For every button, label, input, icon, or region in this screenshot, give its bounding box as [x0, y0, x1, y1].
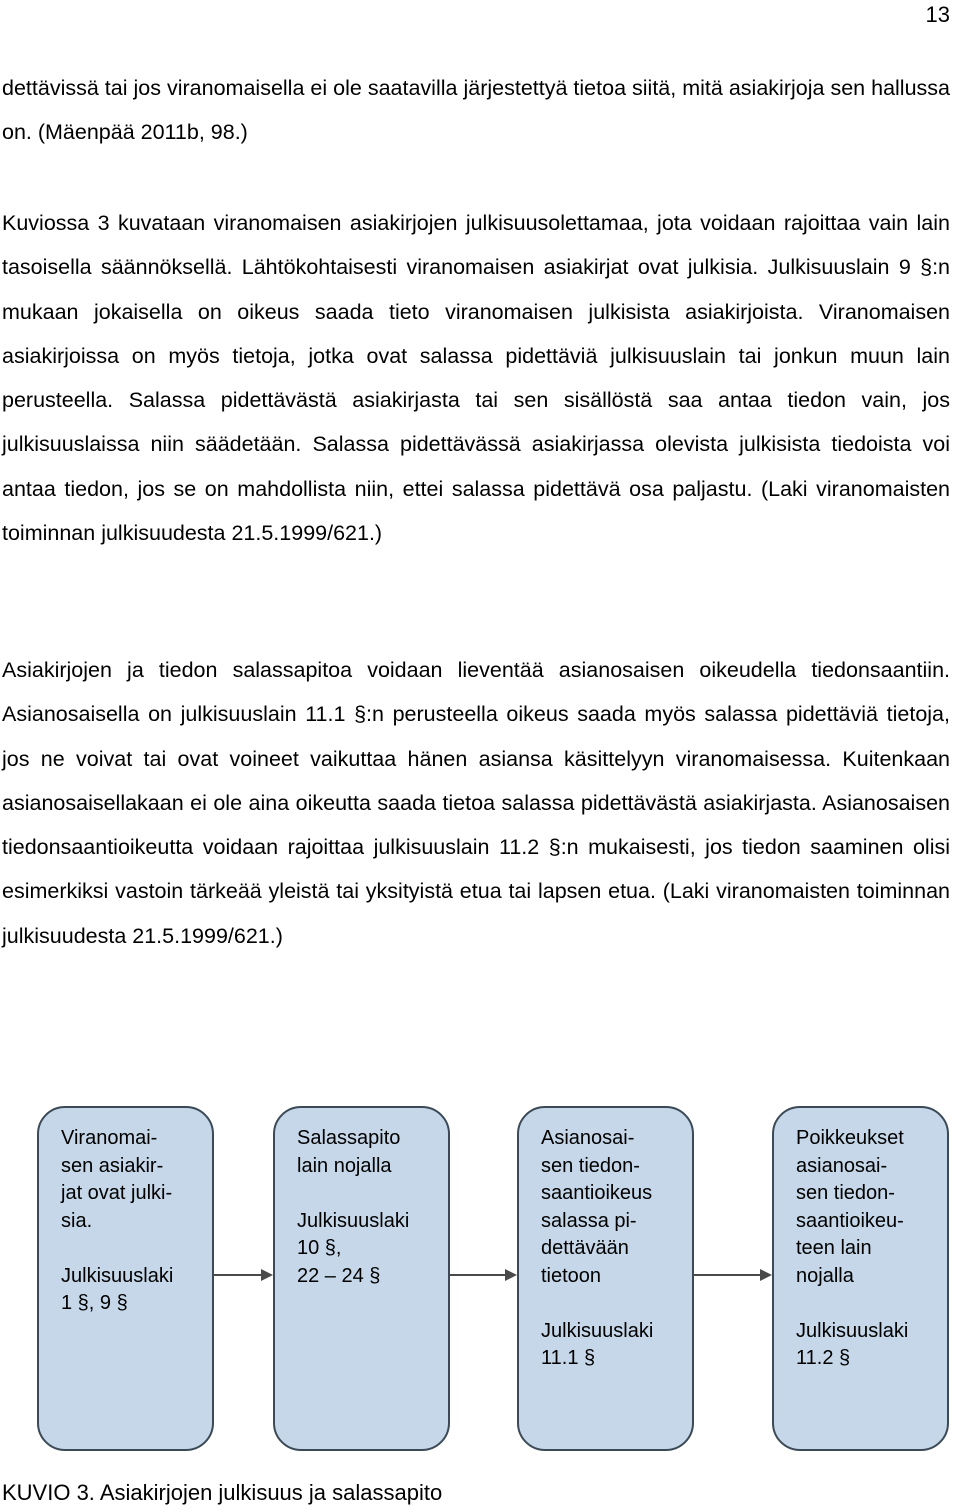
box-line: Viranomai-	[61, 1127, 158, 1149]
box-line: 10 §,	[297, 1237, 342, 1259]
box-line: dettävään	[541, 1237, 629, 1259]
box-public-documents	[37, 1106, 214, 1451]
box-line: Julkisuuslaki	[61, 1264, 174, 1287]
box-line: Asianosai-	[541, 1127, 635, 1149]
process-diagram	[0, 1100, 960, 1480]
box-line: tietoon	[541, 1264, 602, 1287]
box-line: sen tiedon-	[541, 1154, 640, 1177]
box-secrecy-by-law	[273, 1106, 450, 1451]
box-line: lain nojalla	[297, 1154, 392, 1177]
page-number: 13	[925, 2, 950, 27]
box-line: sen tiedon-	[796, 1182, 895, 1204]
figure-caption: KUVIO 3. Asiakirjojen julkisuus ja salassapito	[2, 1480, 443, 1505]
box-line: 11.1 §	[541, 1347, 596, 1369]
paragraph-3: Asiakirjojen ja tiedon salassapitoa voidaan lieventää asianosaisen oikeudella tiedonsaantiin. Asianosaisella on julkisuuslain 11.1 §:n perusteella oikeus saada myös salassa pidettäviä tietoja, jos ne voivat tai ovat voineet vaikuttaa hänen asiansa käsittelyyn viranomaisessa. Kuitenkaan asianosaisellakaan ei ole aina oikeutta saada tietoa salassa pidettävästä asiakirjasta. Asianosaisen tiedonsaantioikeutta voidaan rajoittaa julkisuuslain 11.2 §:n mukaisesti, jos tiedon saaminen olisi esimerkiksi vastoin tärkeää yleistä tai yksityistä etua tai lapsen etua. (Laki viranomaisten toiminnan julkisuudesta 21.5.1999/621.)	[2, 658, 950, 948]
box-line: jat ovat julki-	[61, 1182, 173, 1204]
box-line: teen lain	[796, 1237, 872, 1259]
box-line: saantioikeu-	[796, 1209, 904, 1232]
box-line: Poikkeukset	[796, 1127, 904, 1149]
box-line: Julkisuuslaki	[297, 1209, 410, 1232]
box-access-exceptions	[772, 1106, 949, 1451]
box-line: sia.	[61, 1209, 93, 1232]
box-line: saantioikeus	[541, 1182, 653, 1204]
box-line: 11.2 §	[796, 1347, 851, 1369]
paragraph-1: dettävissä tai jos viranomaisella ei ole saatavilla järjestettyä tietoa siitä, mitä asiakirjoja sen hallussa on. (Mäenpää 2011b, 98.)	[2, 76, 950, 145]
box-line: 22 – 24 §	[297, 1264, 381, 1287]
box-line: asianosai-	[796, 1154, 888, 1177]
box-party-access-right	[517, 1106, 694, 1451]
paragraph-2: Kuviossa 3 kuvataan viranomaisen asiakirjojen julkisuusolettamaa, jota voidaan rajoittaa vain lain tasoisella säännöksellä. Lähtökohtaisesti viranomaisen asiakirjat ovat julkisia. Julkisuuslain 9 §:n mukaan jokaisella on oikeus saada tieto viranomaisen julkisista asiakirjoista. Viranomaisen asiakirjoissa on myös tietoja, jotka ovat salassa pidettäviä julkisuuslain tai jonkun muun lain perusteella. Salassa pidettävästä asiakirjasta tai sen sisällöstä saa antaa tiedon vain, jos julkisuuslaissa niin säädetään. Salassa pidettävässä asiakirjassa olevista julkisista tiedoista voi antaa tiedon, jos se on mahdollista niin, ettei salassa pidettävä osa paljastu. (Laki viranomaisten toiminnan julkisuudesta 21.5.1999/621.)	[2, 211, 950, 546]
box-line: nojalla	[796, 1264, 854, 1287]
box-line: sen asiakir-	[61, 1154, 164, 1177]
box-line: Salassapito	[297, 1127, 401, 1149]
box-line: 1 §, 9 §	[61, 1292, 128, 1314]
box-line: Julkisuuslaki	[541, 1319, 654, 1342]
box-line: salassa pi-	[541, 1209, 637, 1232]
box-line: Julkisuuslaki	[796, 1319, 909, 1342]
